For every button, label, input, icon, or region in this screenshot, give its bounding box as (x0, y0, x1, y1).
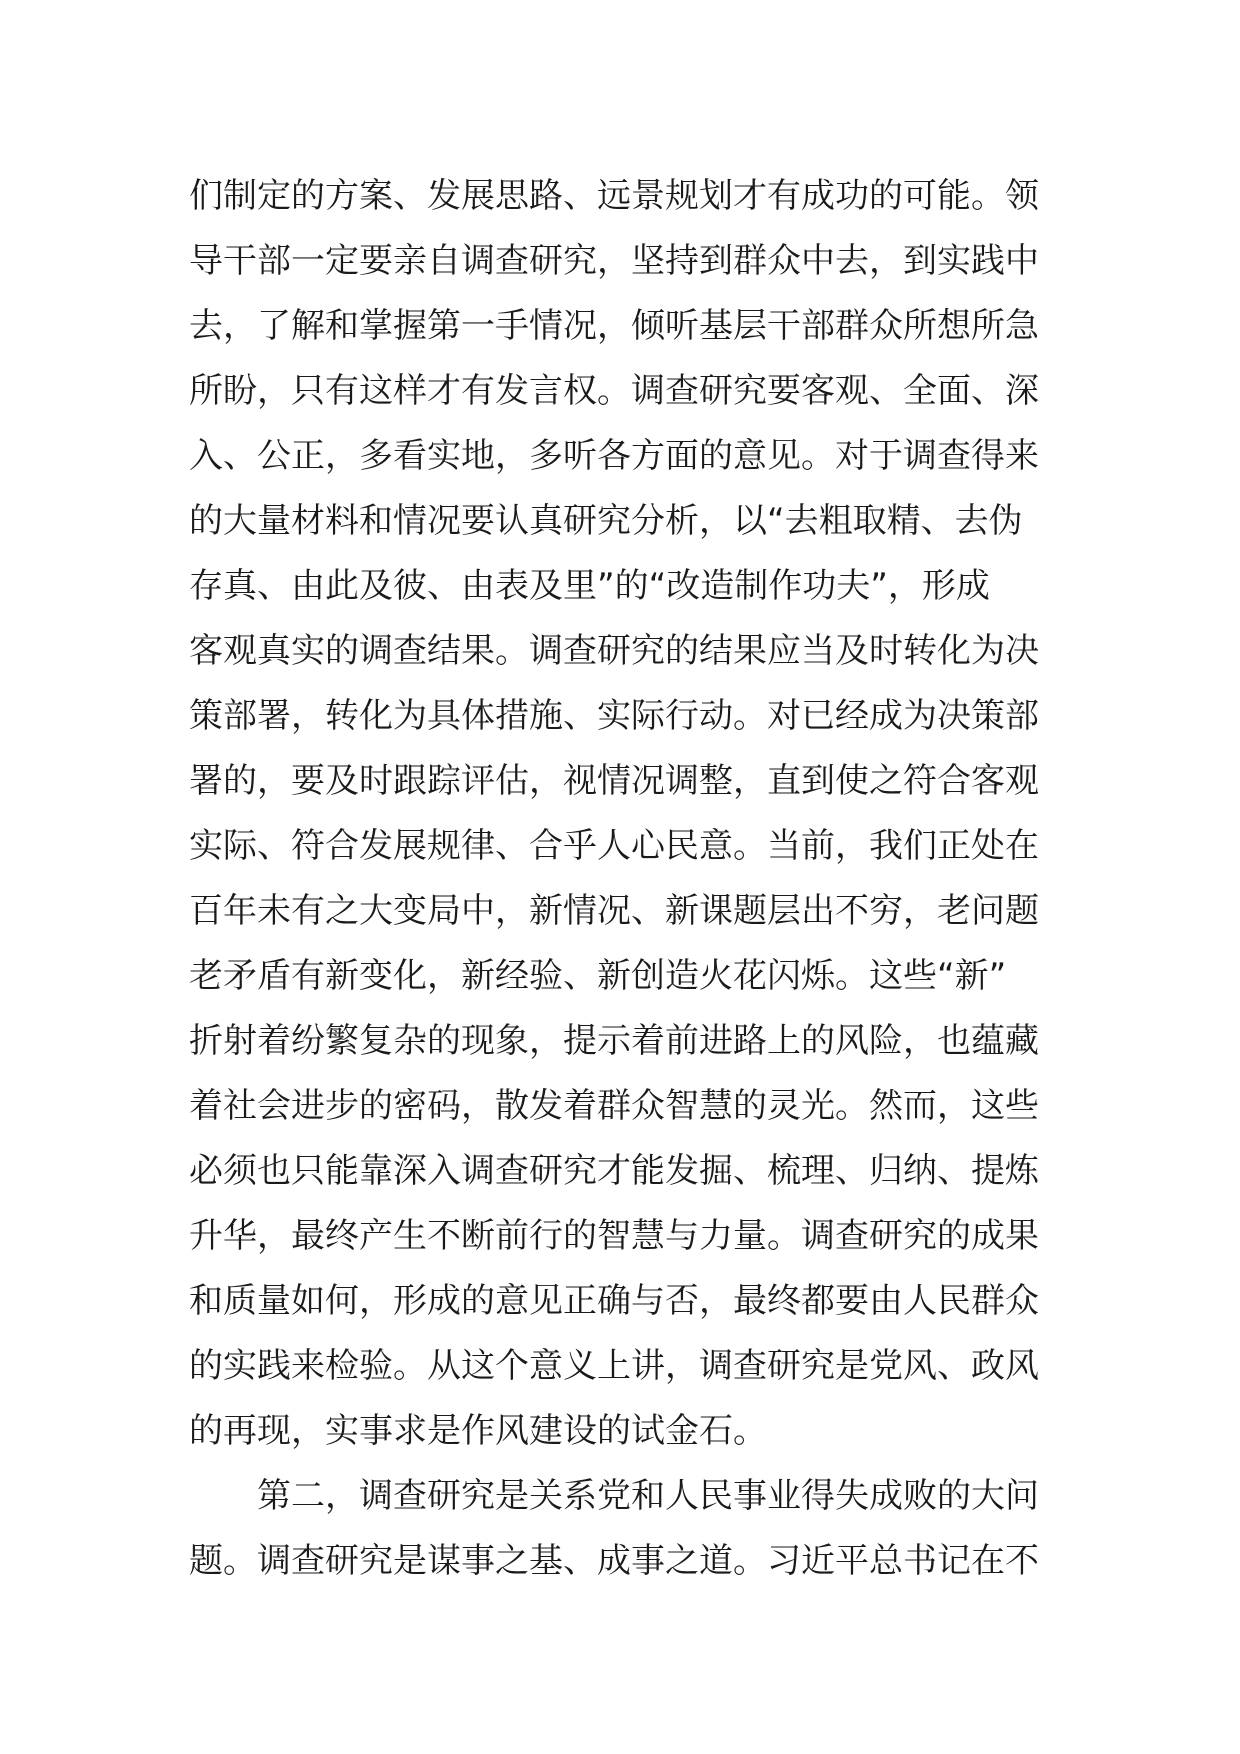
text-line: 的实践来检验。从这个意义上讲，调查研究是党风、政风 (189, 1346, 1039, 1386)
paragraph-start-line: 第二，调查研究是关系党和人民事业得失成败的大问 (257, 1476, 1039, 1516)
text-line: 题。调查研究是谋事之基、成事之道。习近平总书记在不 (189, 1541, 1039, 1581)
text-line: 着社会进步的密码，散发着群众智慧的灵光。然而，这些 (189, 1086, 1039, 1126)
text-line: 策部署，转化为具体措施、实际行动。对已经成为决策部 (189, 696, 1039, 736)
text-line: 客观真实的调查结果。调查研究的结果应当及时转化为决 (189, 631, 1039, 671)
text-line: 入、公正，多看实地，多听各方面的意见。对于调查得来 (189, 436, 1039, 476)
text-line: 实际、符合发展规律、合乎人心民意。当前，我们正处在 (189, 826, 1039, 866)
text-line: 去，了解和掌握第一手情况，倾听基层干部群众所想所急 (189, 306, 1039, 346)
text-line: 和质量如何，形成的意见正确与否，最终都要由人民群众 (189, 1281, 1039, 1321)
body-text (189, 164, 1059, 1594)
text-line: 折射着纷繁复杂的现象，提示着前进路上的风险，也蕴藏 (189, 1021, 1039, 1061)
text-line: 所盼，只有这样才有发言权。调查研究要客观、全面、深 (189, 371, 1039, 411)
text-line: 升华，最终产生不断前行的智慧与力量。调查研究的成果 (189, 1216, 1039, 1256)
text-line: 的再现，实事求是作风建设的试金石。 (189, 1411, 767, 1451)
text-line: 署的，要及时跟踪评估，视情况调整，直到使之符合客观 (189, 761, 1039, 801)
text-line: 存真、由此及彼、由表及里”的“改造制作功夫”，形成 (189, 566, 990, 606)
text-line: 百年未有之大变局中，新情况、新课题层出不穷，老问题 (189, 891, 1039, 931)
text-line: 老矛盾有新变化，新经验、新创造火花闪烁。这些“新” (189, 956, 1007, 996)
text-line: 们制定的方案、发展思路、远景规划才有成功的可能。领 (189, 176, 1039, 216)
text-line: 的大量材料和情况要认真研究分析，以“去粗取精、去伪 (189, 501, 1023, 541)
text-line: 导干部一定要亲自调查研究，坚持到群众中去，到实践中 (189, 241, 1039, 281)
text-line: 必须也只能靠深入调查研究才能发掘、梳理、归纳、提炼 (189, 1151, 1039, 1191)
